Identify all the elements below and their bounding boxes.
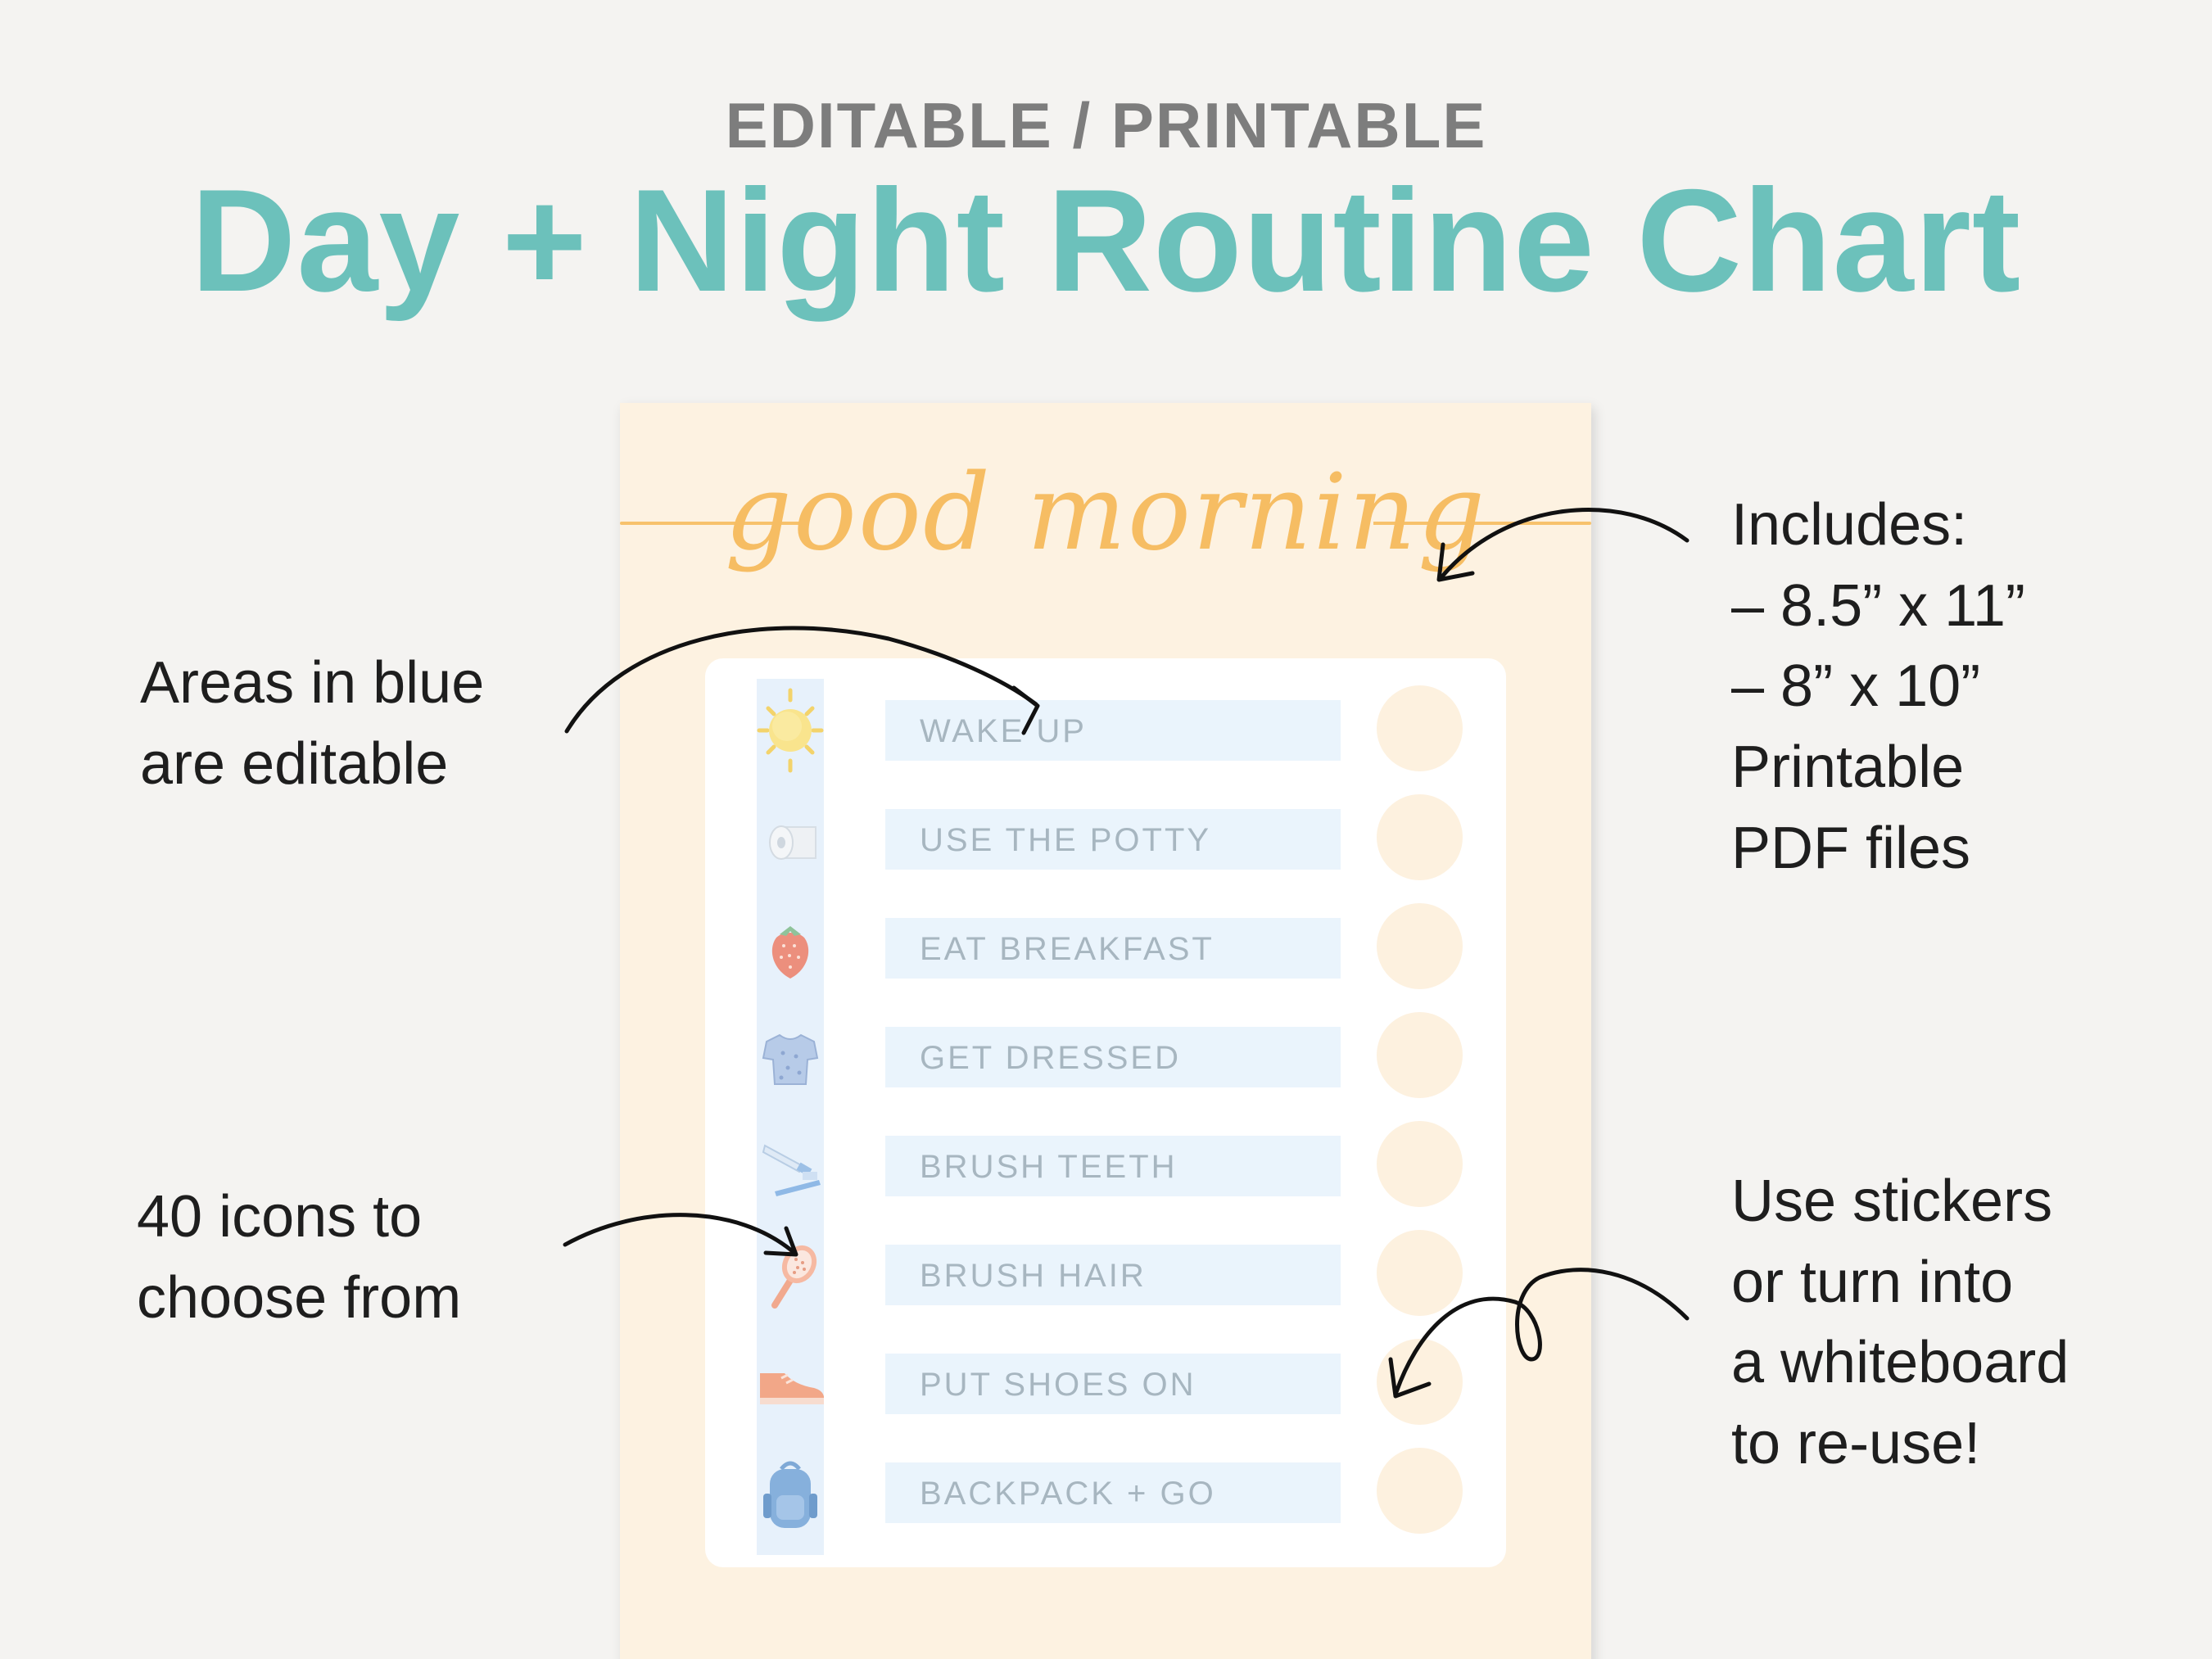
note-line: Printable [1731, 734, 1965, 800]
arrow-stickers [1396, 1270, 1687, 1392]
note-line: – 8” x 10” [1731, 653, 1981, 720]
page-title: Day + Night Routine Chart [190, 159, 2022, 322]
task-label: PUT SHOES ON [920, 1367, 1196, 1403]
task-label: USE THE POTTY [920, 822, 1212, 858]
note-line: Includes: [1731, 492, 1968, 558]
note-line: – 8.5” x 11” [1731, 572, 2025, 639]
task-label: BRUSH TEETH [920, 1149, 1178, 1185]
arrow-icons [565, 1215, 794, 1253]
note-line: choose from [137, 1264, 462, 1331]
eyebrow-text: EDITABLE / PRINTABLE [725, 89, 1487, 161]
task-label: BRUSH HAIR [920, 1258, 1147, 1294]
task-label: WAKE UP [920, 713, 1087, 749]
note-line: Areas in blue [140, 650, 485, 716]
note-line: or turn into [1731, 1249, 2014, 1315]
chart-heading: good morning [724, 452, 1487, 574]
task-label: BACKPACK + GO [920, 1476, 1216, 1512]
task-label: GET DRESSED [920, 1040, 1181, 1076]
note-line: PDF files [1731, 815, 1971, 881]
note-line: Use stickers [1731, 1169, 2053, 1234]
arrow-editable [567, 628, 1036, 731]
arrow-includes [1441, 510, 1687, 577]
note-line: are editable [140, 730, 449, 797]
note-line: a whiteboard [1731, 1330, 2070, 1396]
task-label: EAT BREAKFAST [920, 931, 1215, 967]
note-line: to re-use! [1731, 1410, 1981, 1476]
note-line: 40 icons to [137, 1184, 423, 1250]
